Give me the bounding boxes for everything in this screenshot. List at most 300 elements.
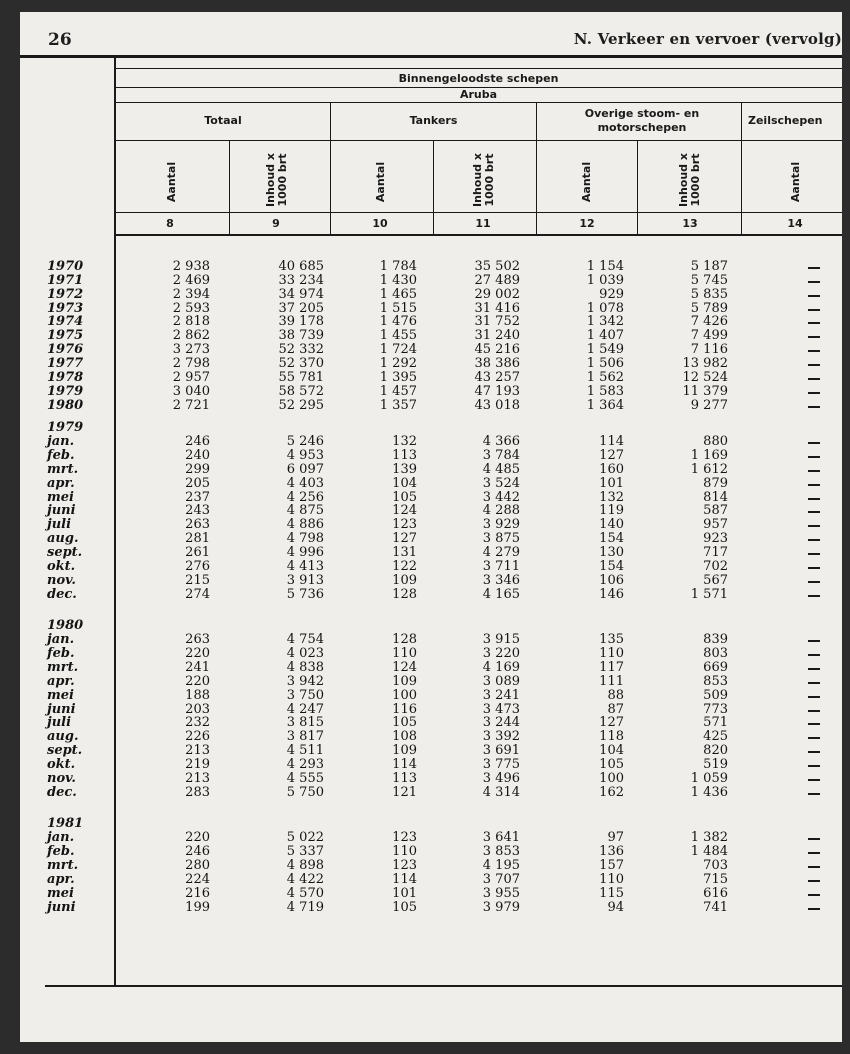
table-cell: 105 <box>392 899 417 915</box>
section-title: N. Verkeer en vervoer (vervolg) <box>573 30 842 48</box>
table-cell: 5 246 <box>286 434 324 450</box>
table-cell: 3 346 <box>482 572 520 588</box>
table-cell: 139 <box>392 461 417 477</box>
nil-dash <box>808 378 820 380</box>
table-cell: 3 707 <box>482 871 520 887</box>
table-cell: 3 915 <box>482 632 520 648</box>
table-cell: 3 220 <box>482 646 520 662</box>
table-cell: 124 <box>392 659 417 675</box>
row-label: 1974 <box>47 314 84 330</box>
table-cell: 203 <box>185 701 210 717</box>
col-divider <box>229 140 230 235</box>
col-number: 9 <box>272 217 280 230</box>
table-cell: 1 078 <box>586 300 624 316</box>
table-cell: 820 <box>703 743 728 759</box>
row-label: 1979 <box>47 420 84 436</box>
table-cell: 188 <box>185 687 210 703</box>
table-cell: 123 <box>392 858 417 873</box>
nil-dash <box>808 640 820 642</box>
table-cell: 118 <box>599 729 624 745</box>
section-overige: Overige stoom- en motorschepen <box>584 107 700 134</box>
table-cell: 220 <box>185 646 210 662</box>
table-cell: 263 <box>185 517 210 533</box>
row-label: apr. <box>47 673 75 689</box>
table-cell: 146 <box>599 586 624 602</box>
table-cell: 1 583 <box>586 383 624 399</box>
row-label: sept. <box>47 743 83 759</box>
table-cell: 47 193 <box>474 383 520 399</box>
table-cell: 519 <box>703 756 728 772</box>
table-cell: 109 <box>392 743 417 759</box>
table-cell: 3 750 <box>286 687 324 703</box>
table-cell: 88 <box>607 687 624 703</box>
table-cell: 4 169 <box>482 659 520 675</box>
nil-dash <box>808 765 820 767</box>
table-cell: 4 838 <box>286 659 324 675</box>
nil-dash <box>808 737 820 739</box>
row-label: 1972 <box>47 286 84 302</box>
table-cell: 4 875 <box>286 503 324 519</box>
table-cell: 280 <box>185 858 210 873</box>
nil-dash <box>808 894 820 896</box>
col-header-aantal: Aantal <box>165 161 178 203</box>
row-label: 1979 <box>47 383 84 399</box>
col-number: 11 <box>475 217 491 230</box>
col-divider <box>637 140 638 235</box>
table-cell: 4 195 <box>482 858 520 873</box>
table-cell: 123 <box>392 517 417 533</box>
table-cell: 110 <box>599 871 624 887</box>
table-cell: 7 116 <box>690 342 728 358</box>
table-cell: 1 364 <box>586 397 624 413</box>
table-cell: 110 <box>392 844 417 860</box>
table-cell: 123 <box>392 830 417 846</box>
table-cell: 127 <box>599 448 624 464</box>
table-cell: 923 <box>703 531 728 547</box>
nil-dash <box>808 908 820 910</box>
table-cell: 773 <box>703 701 728 717</box>
table-cell: 113 <box>392 448 417 464</box>
table-cell: 52 332 <box>278 342 324 358</box>
nil-dash <box>808 484 820 486</box>
table-cell: 3 853 <box>482 844 520 860</box>
table-cell: 104 <box>392 475 417 491</box>
row-label: 1978 <box>47 369 84 385</box>
table-cell: 2 818 <box>172 314 210 330</box>
table-cell: 114 <box>392 871 417 887</box>
row-label: 1977 <box>47 355 84 371</box>
table-cell: 3 942 <box>286 673 324 689</box>
table-cell: 5 750 <box>286 784 324 800</box>
table-cell: 157 <box>599 858 624 873</box>
table-cell: 3 929 <box>482 517 520 533</box>
table-cell: 1 457 <box>379 383 417 399</box>
table-cell: 37 205 <box>278 300 324 316</box>
table-cell: 702 <box>703 558 728 574</box>
group-title: Binnengeloodste schepen <box>398 72 559 85</box>
table-cell: 35 502 <box>474 259 520 274</box>
table-cell: 3 089 <box>482 673 520 689</box>
col-number: 13 <box>682 217 698 230</box>
table-cell: 31 752 <box>474 314 520 330</box>
row-label: 1973 <box>47 300 84 316</box>
table-cell: 276 <box>185 558 210 574</box>
header-rule <box>20 55 842 58</box>
table-cell: 1 571 <box>690 586 728 602</box>
table-cell: 5 789 <box>690 300 728 316</box>
nil-dash <box>808 511 820 513</box>
table-cell: 5 835 <box>690 286 728 302</box>
table-cell: 3 913 <box>286 572 324 588</box>
table-cell: 52 295 <box>278 397 324 413</box>
table-cell: 140 <box>599 517 624 533</box>
nil-dash <box>808 595 820 597</box>
row-label: mei <box>47 885 74 901</box>
table-cell: 1 382 <box>690 830 728 846</box>
table-cell: 3 244 <box>482 715 520 731</box>
table-cell: 119 <box>599 503 624 519</box>
table-cell: 1 476 <box>379 314 417 330</box>
table-cell: 741 <box>703 899 728 915</box>
table-cell: 1 465 <box>379 286 417 302</box>
table-cell: 4 422 <box>286 871 324 887</box>
table-cell: 232 <box>185 715 210 731</box>
row-label: 1981 <box>47 816 84 832</box>
table-cell: 3 711 <box>482 558 520 574</box>
row-label: juni <box>47 899 76 915</box>
table-cell: 111 <box>599 673 624 689</box>
table-cell: 101 <box>392 885 417 901</box>
table-cell: 94 <box>607 899 624 915</box>
nil-dash <box>808 866 820 868</box>
table-cell: 216 <box>185 885 210 901</box>
nil-dash <box>808 442 820 444</box>
row-label: feb. <box>47 646 75 662</box>
table-cell: 4 413 <box>286 558 324 574</box>
nil-dash <box>808 322 820 324</box>
table-cell: 135 <box>599 632 624 648</box>
row-label: mrt. <box>47 858 79 873</box>
table-cell: 425 <box>703 729 728 745</box>
table-cell: 31 416 <box>474 300 520 316</box>
table-cell: 105 <box>392 715 417 731</box>
stub-rule <box>114 55 116 986</box>
nil-dash <box>808 751 820 753</box>
nil-dash <box>808 267 820 269</box>
nil-dash <box>808 668 820 670</box>
nil-dash <box>808 470 820 472</box>
table-cell: 4 293 <box>286 756 324 772</box>
table-cell: 2 957 <box>172 369 210 385</box>
row-label: dec. <box>47 586 77 602</box>
table-cell: 839 <box>703 632 728 648</box>
table-cell: 1 154 <box>586 259 624 274</box>
table-cell: 957 <box>703 517 728 533</box>
col-header-aantal: Aantal <box>789 161 802 203</box>
table-cell: 205 <box>185 475 210 491</box>
table-cell: 1 407 <box>586 328 624 344</box>
nil-dash <box>808 682 820 684</box>
table-cell: 717 <box>703 545 728 560</box>
table-cell: 106 <box>599 572 624 588</box>
table-cell: 7 499 <box>690 328 728 344</box>
table-cell: 571 <box>703 715 728 731</box>
table-cell: 100 <box>599 770 624 786</box>
table-cell: 3 775 <box>482 756 520 772</box>
row-label: mrt. <box>47 659 79 675</box>
subgroup-rule <box>115 102 842 103</box>
table-cell: 879 <box>703 475 728 491</box>
table-cell: 299 <box>185 461 210 477</box>
nil-dash <box>808 309 820 311</box>
table-cell: 283 <box>185 784 210 800</box>
nil-dash <box>808 539 820 541</box>
row-label: 1970 <box>47 259 84 274</box>
row-label: apr. <box>47 475 75 491</box>
table-cell: 13 982 <box>682 355 728 371</box>
table-cell: 2 593 <box>172 300 210 316</box>
table-cell: 101 <box>599 475 624 491</box>
table-cell: 213 <box>185 770 210 786</box>
row-label: okt. <box>47 558 76 574</box>
table-cell: 121 <box>392 784 417 800</box>
table-cell: 803 <box>703 646 728 662</box>
nil-dash <box>808 392 820 394</box>
row-label: jan. <box>47 632 75 648</box>
table-cell: 1 724 <box>379 342 417 358</box>
table-cell: 1 430 <box>379 272 417 288</box>
table-cell: 4 256 <box>286 489 324 505</box>
table-cell: 160 <box>599 461 624 477</box>
row-label: mei <box>47 687 74 703</box>
table-cell: 281 <box>185 531 210 547</box>
table-cell: 3 817 <box>286 729 324 745</box>
table-cell: 55 781 <box>278 369 324 385</box>
table-cell: 4 798 <box>286 531 324 547</box>
table-cell: 3 784 <box>482 448 520 464</box>
table-cell: 9 277 <box>690 397 728 413</box>
table-cell: 215 <box>185 572 210 588</box>
table-cell: 128 <box>392 632 417 648</box>
table-cell: 263 <box>185 632 210 648</box>
table-cell: 3 040 <box>172 383 210 399</box>
table-cell: 2 394 <box>172 286 210 302</box>
nil-dash <box>808 498 820 500</box>
col-header-aantal: Aantal <box>580 161 593 203</box>
table-cell: 1 292 <box>379 355 417 371</box>
table-cell: 4 288 <box>482 503 520 519</box>
nil-dash <box>808 364 820 366</box>
table-cell: 4 165 <box>482 586 520 602</box>
section-rule <box>115 140 842 141</box>
table-cell: 220 <box>185 830 210 846</box>
table-cell: 5 736 <box>286 586 324 602</box>
table-cell: 108 <box>392 729 417 745</box>
col-number: 12 <box>579 217 595 230</box>
row-label: 1971 <box>47 272 84 288</box>
table-cell: 29 002 <box>474 286 520 302</box>
table-cell: 2 721 <box>172 397 210 413</box>
col-divider <box>536 102 537 235</box>
table-cell: 1 395 <box>379 369 417 385</box>
table-cell: 4 898 <box>286 858 324 873</box>
row-label: apr. <box>47 871 75 887</box>
table-cell: 3 875 <box>482 531 520 547</box>
col-header-inhoud: Inhoud x 1000 brt <box>264 153 289 207</box>
table-cell: 43 018 <box>474 397 520 413</box>
table-cell: 1 784 <box>379 259 417 274</box>
table-cell: 2 862 <box>172 328 210 344</box>
table-cell: 4 570 <box>286 885 324 901</box>
table-cell: 127 <box>599 715 624 731</box>
table-cell: 113 <box>392 770 417 786</box>
nil-dash <box>808 350 820 352</box>
table-cell: 703 <box>703 858 728 873</box>
nil-dash <box>808 336 820 338</box>
table-cell: 31 240 <box>474 328 520 344</box>
table-cell: 1 169 <box>690 448 728 464</box>
nil-dash <box>808 581 820 583</box>
table-cell: 34 974 <box>278 286 324 302</box>
table-cell: 237 <box>185 489 210 505</box>
table-cell: 4 403 <box>286 475 324 491</box>
table-cell: 4 555 <box>286 770 324 786</box>
table-cell: 3 273 <box>172 342 210 358</box>
table-cell: 11 379 <box>682 383 728 399</box>
table-cell: 5 022 <box>286 830 324 846</box>
table-cell: 116 <box>392 701 417 717</box>
table-cell: 124 <box>392 503 417 519</box>
table-cell: 3 524 <box>482 475 520 491</box>
table-cell: 115 <box>599 885 624 901</box>
table-cell: 3 815 <box>286 715 324 731</box>
table-cell: 241 <box>185 659 210 675</box>
table-cell: 509 <box>703 687 728 703</box>
table-cell: 33 234 <box>278 272 324 288</box>
col-header-inhoud: Inhoud x 1000 brt <box>677 153 702 207</box>
row-label: juni <box>47 503 76 519</box>
table-cell: 45 216 <box>474 342 520 358</box>
nil-dash <box>808 710 820 712</box>
nil-dash <box>808 295 820 297</box>
col-number: 10 <box>372 217 388 230</box>
table-cell: 3 473 <box>482 701 520 717</box>
table-cell: 261 <box>185 545 210 560</box>
table-cell: 4 996 <box>286 545 324 560</box>
nil-dash <box>808 281 820 283</box>
nil-dash <box>808 406 820 408</box>
table-cell: 3 241 <box>482 687 520 703</box>
table-cell: 240 <box>185 448 210 464</box>
table-cell: 39 178 <box>278 314 324 330</box>
row-label: juli <box>47 715 72 731</box>
table-cell: 110 <box>392 646 417 662</box>
page-number: 26 <box>48 30 72 50</box>
table-cell: 4 719 <box>286 899 324 915</box>
table-cell: 117 <box>599 659 624 675</box>
table-cell: 1 549 <box>586 342 624 358</box>
table-cell: 105 <box>392 489 417 505</box>
table-cell: 929 <box>599 286 624 302</box>
table-cell: 2 798 <box>172 355 210 371</box>
document-page <box>20 12 842 1042</box>
table-cell: 1 357 <box>379 397 417 413</box>
table-cell: 616 <box>703 885 728 901</box>
table-cell: 853 <box>703 673 728 689</box>
row-label: dec. <box>47 784 77 800</box>
table-cell: 162 <box>599 784 624 800</box>
table-cell: 1 612 <box>690 461 728 477</box>
table-cell: 128 <box>392 586 417 602</box>
table-cell: 5 187 <box>690 259 728 274</box>
table-cell: 4 247 <box>286 701 324 717</box>
row-label: 1980 <box>47 397 84 413</box>
row-label: nov. <box>47 572 76 588</box>
table-cell: 110 <box>599 646 624 662</box>
table-cell: 3 496 <box>482 770 520 786</box>
table-cell: 199 <box>185 899 210 915</box>
table-cell: 52 370 <box>278 355 324 371</box>
row-label: juni <box>47 701 76 717</box>
table-cell: 274 <box>185 586 210 602</box>
table-cell: 4 886 <box>286 517 324 533</box>
table-cell: 3 641 <box>482 830 520 846</box>
table-cell: 109 <box>392 673 417 689</box>
table-cell: 6 097 <box>286 461 324 477</box>
row-label: jan. <box>47 434 75 450</box>
table-cell: 3 979 <box>482 899 520 915</box>
row-label: feb. <box>47 448 75 464</box>
nil-dash <box>808 525 820 527</box>
row-label: nov. <box>47 770 76 786</box>
nil-dash <box>808 880 820 882</box>
table-cell: 127 <box>392 531 417 547</box>
table-cell: 1 436 <box>690 784 728 800</box>
table-cell: 38 386 <box>474 355 520 371</box>
table-cell: 109 <box>392 572 417 588</box>
row-label: jan. <box>47 830 75 846</box>
table-cell: 246 <box>185 434 210 450</box>
table-cell: 3 442 <box>482 489 520 505</box>
table-cell: 58 572 <box>278 383 324 399</box>
row-label: 1975 <box>47 328 84 344</box>
col-number: 8 <box>166 217 174 230</box>
table-cell: 880 <box>703 434 728 450</box>
nil-dash <box>808 553 820 555</box>
table-cell: 1 039 <box>586 272 624 288</box>
table-cell: 87 <box>607 701 624 717</box>
table-cell: 132 <box>599 489 624 505</box>
nil-dash <box>808 793 820 795</box>
nil-dash <box>808 654 820 656</box>
table-cell: 132 <box>392 434 417 450</box>
table-cell: 1 506 <box>586 355 624 371</box>
table-cell: 814 <box>703 489 728 505</box>
table-top-rule <box>115 68 842 69</box>
table-cell: 220 <box>185 673 210 689</box>
table-cell: 1 515 <box>379 300 417 316</box>
row-label: juli <box>47 517 72 533</box>
table-cell: 114 <box>599 434 624 450</box>
nil-dash <box>808 696 820 698</box>
section-tankers: Tankers <box>409 114 458 127</box>
table-cell: 154 <box>599 558 624 574</box>
table-cell: 5 337 <box>286 844 324 860</box>
table-cell: 131 <box>392 545 417 560</box>
row-label: okt. <box>47 756 76 772</box>
colnumber-rule <box>115 234 842 236</box>
table-cell: 114 <box>392 756 417 772</box>
